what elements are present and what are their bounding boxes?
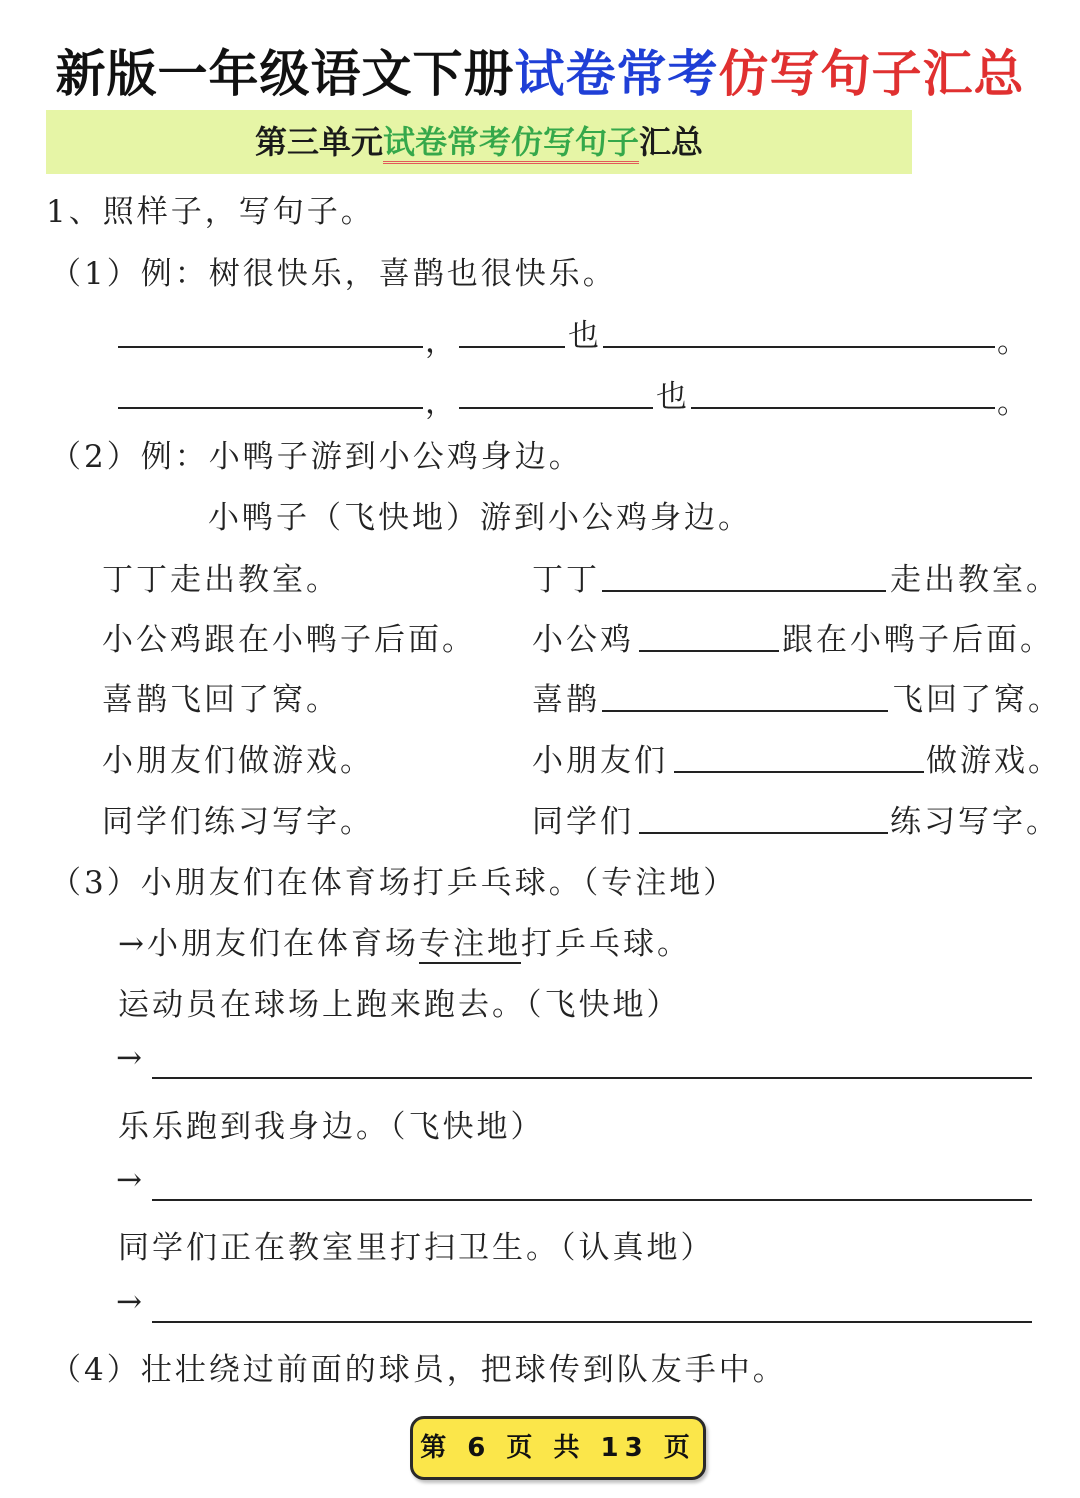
s2-example-answer: 小鸭子（飞快地）游到小公鸡身边。 [208, 500, 752, 536]
title-part-1: 新版一年级语文下册 [55, 45, 515, 103]
title-part-3: 仿写句子汇总 [718, 45, 1025, 103]
section-banner [46, 110, 912, 174]
s1-comma: ， [425, 385, 459, 421]
s1-ye: 也 [656, 379, 690, 415]
s1-example: （1）例：树很快乐，喜鹊也很快乐。 [50, 256, 617, 292]
s1-ye: 也 [568, 318, 602, 354]
s3-example: （3）小朋友们在体育场打乒乓球。（专注地） [50, 865, 738, 901]
s2-before: 同学们 [532, 804, 634, 840]
s1-period: 。 [997, 385, 1031, 421]
s4-example: （4）壮壮绕过前面的球员，把球传到队友手中。 [50, 1352, 787, 1388]
answer-blank[interactable] [152, 1077, 1032, 1079]
answer-blank[interactable] [152, 1321, 1032, 1323]
s2-original: 丁丁走出教室。 [102, 562, 340, 598]
s2-before: 喜鹊 [532, 682, 600, 718]
page-indicator: 第 6 页 共 13 页 [410, 1416, 706, 1480]
s3-answer-post: 打乒乓球。 [520, 926, 691, 962]
answer-blank[interactable] [602, 590, 886, 592]
answer-blank[interactable] [602, 710, 888, 712]
arrow-icon: → [116, 1162, 145, 1198]
s2-after: 做游戏。 [926, 743, 1062, 779]
page-title [0, 34, 1080, 106]
s2-before: 丁丁 [532, 562, 600, 598]
s2-after: 练习写字。 [890, 804, 1060, 840]
s2-after: 跟在小鸭子后面。 [782, 622, 1054, 658]
s2-before: 小朋友们 [532, 743, 668, 779]
answer-blank[interactable] [674, 771, 924, 773]
s3-item-sentence: 乐乐跑到我身边。（飞快地） [118, 1109, 545, 1145]
question-heading: 1、照样子，写句子。 [46, 194, 375, 230]
s2-original: 小公鸡跟在小鸭子后面。 [102, 622, 476, 658]
s2-original: 小朋友们做游戏。 [102, 743, 374, 779]
arrow-icon: → [116, 1284, 145, 1320]
s2-after: 飞回了窝。 [892, 682, 1062, 718]
s1-period: 。 [997, 324, 1031, 360]
s2-after: 走出教室。 [890, 562, 1060, 598]
answer-blank[interactable] [603, 346, 995, 348]
answer-blank[interactable] [118, 346, 423, 348]
s3-item-sentence: 运动员在球场上跑来跑去。（飞快地） [118, 987, 681, 1023]
s1-comma: ， [425, 324, 459, 360]
banner-part-3: 汇总 [639, 123, 704, 161]
answer-blank[interactable] [639, 832, 888, 834]
answer-blank[interactable] [152, 1199, 1032, 1201]
answer-blank[interactable] [691, 407, 995, 409]
answer-blank[interactable] [459, 346, 565, 348]
s2-example: （2）例：小鸭子游到小公鸡身边。 [50, 439, 583, 475]
banner-part-2: 试卷常考仿写句子 [383, 123, 639, 164]
s2-before: 小公鸡 [532, 622, 634, 658]
answer-blank[interactable] [639, 650, 779, 652]
arrow-icon: → [116, 1040, 145, 1076]
title-part-2: 试卷常考 [514, 45, 719, 103]
answer-blank[interactable] [118, 407, 423, 409]
s3-answer-pre: →小朋友们在体育场 [118, 926, 419, 962]
s2-original: 同学们练习写字。 [102, 804, 374, 840]
s3-answer-word: 专注地 [418, 926, 521, 962]
banner-part-1: 第三单元 [254, 123, 383, 161]
s2-original: 喜鹊飞回了窝。 [102, 682, 340, 718]
s3-item-sentence: 同学们正在教室里打扫卫生。（认真地） [118, 1230, 715, 1266]
s3-example-answer [118, 918, 691, 963]
answer-blank[interactable] [459, 407, 653, 409]
